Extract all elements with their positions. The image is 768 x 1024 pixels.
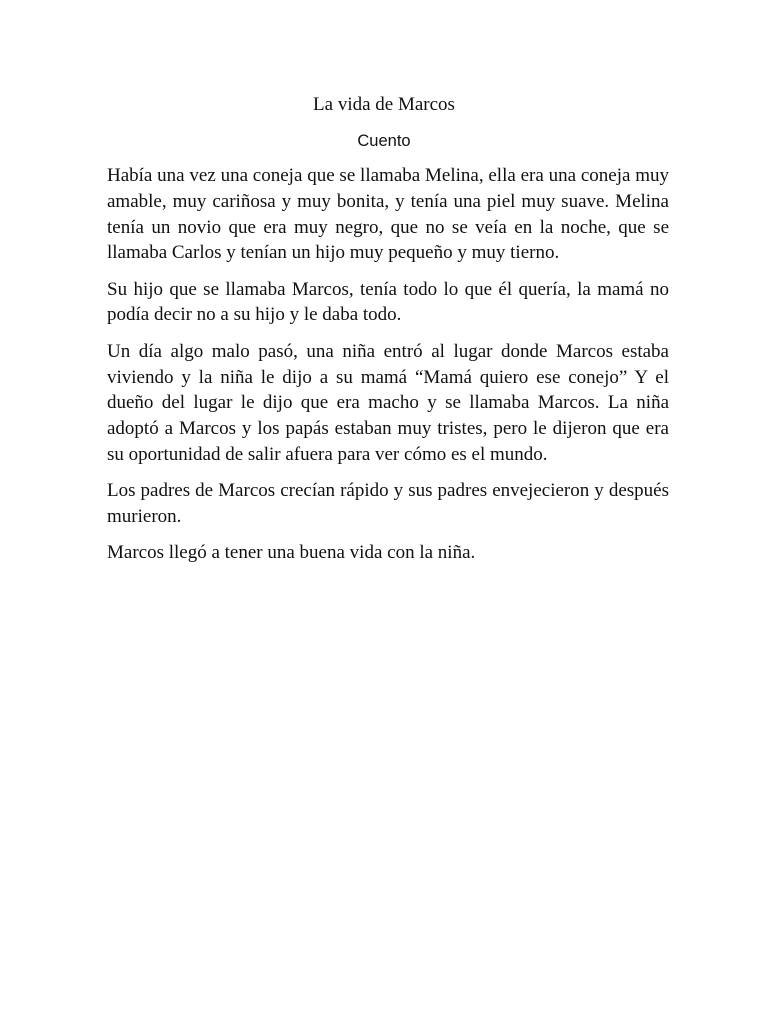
document-title: La vida de Marcos	[313, 94, 455, 115]
document-subtitle: Cuento	[357, 132, 411, 150]
paragraph: Había una vez una coneja que se llamaba Melina, ella era una coneja muy amable, muy cariñosa y muy bonita, y tenía una piel muy suave. Melina tenía un novio que era muy negro, que no se veía en la noche, que se llamaba Carlos y tenían un hijo muy pequeño y muy tierno.	[107, 165, 669, 264]
paragraph: Su hijo que se llamaba Marcos, tenía todo lo que él quería, la mamá no podía decir no a su hijo y le daba todo.	[107, 278, 669, 326]
paragraph: Marcos llegó a tener una buena vida con la niña.	[107, 542, 476, 564]
paragraph: Un día algo malo pasó, una niña entró al lugar donde Marcos estaba viviendo y la niña le dijo a su mamá “Mamá quiero ese conejo” Y el dueño del lugar le dijo que era macho y se llamaba Marcos. La niña adoptó a Marcos y los papás estaban muy tristes, pero le dijeron que era su oportunidad de salir afuera para ver cómo es el mundo.	[107, 340, 669, 465]
document-body	[107, 163, 669, 577]
paragraph: Los padres de Marcos crecían rápido y sus padres envejecieron y después murieron.	[107, 480, 669, 528]
